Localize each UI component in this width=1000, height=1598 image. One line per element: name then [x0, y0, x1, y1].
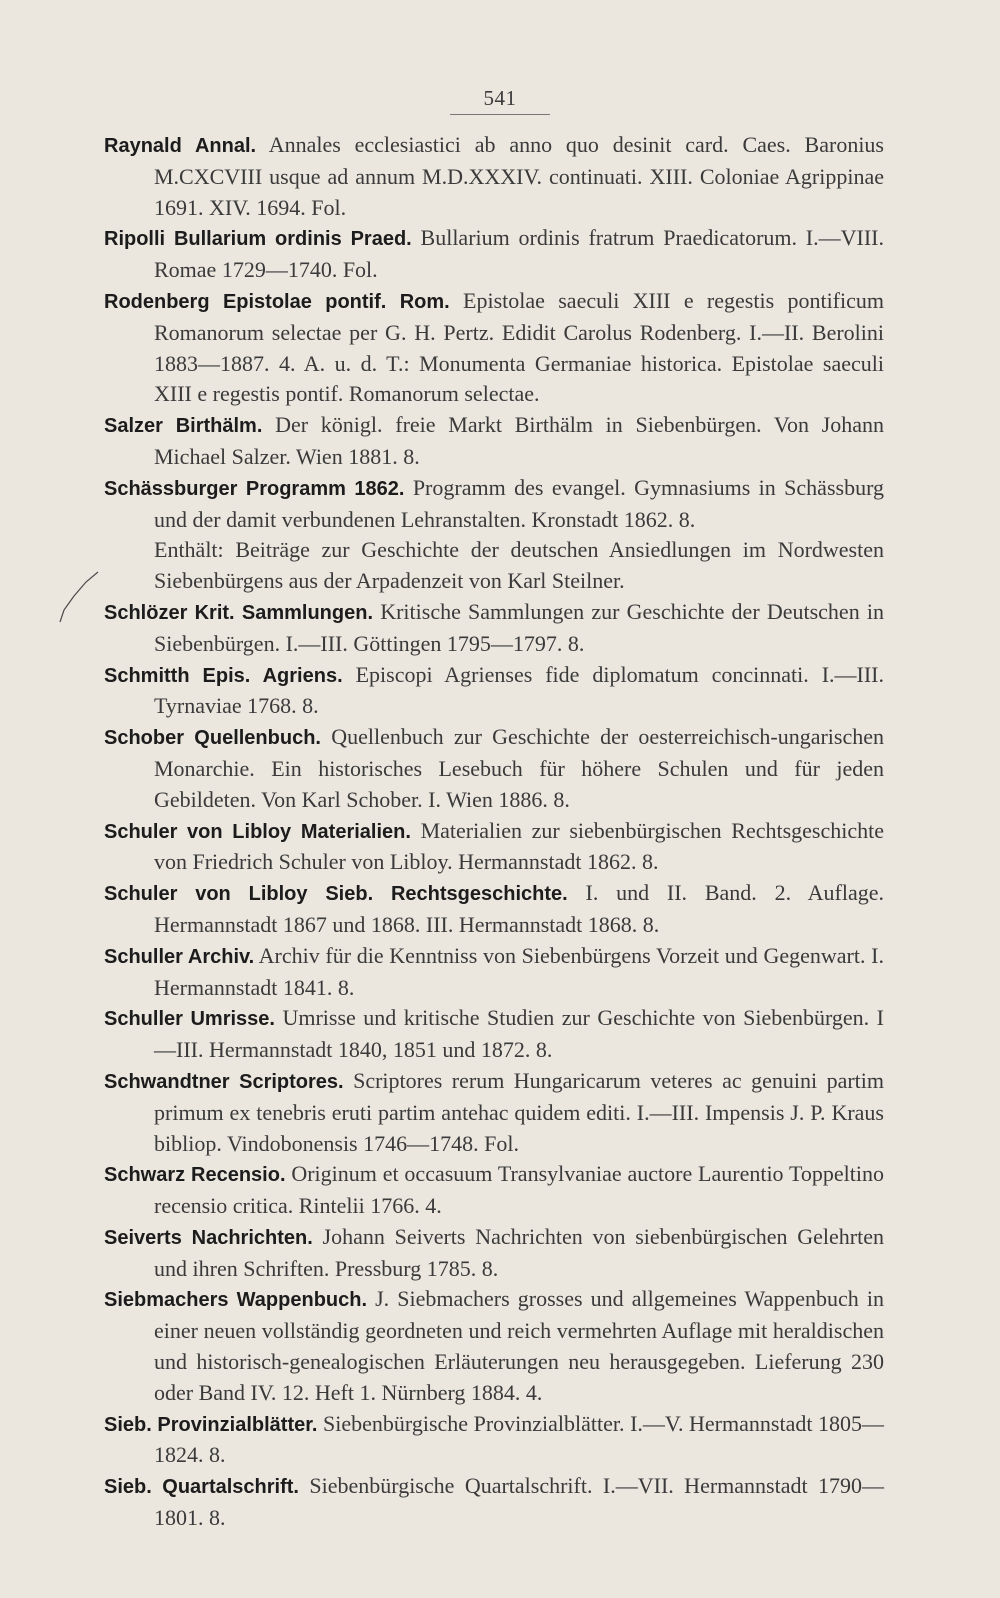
entry-text: Episcopi Agrienses fide diplomatum concinnati. I.—III. Tyrnaviae 1768. 8. — [154, 661, 885, 719]
entry-key: Schuler von Libloy Sieb. Rechtsgeschichte. — [104, 883, 568, 906]
entry-key: Schuler von Libloy Materialien. — [104, 820, 411, 843]
entry-key: Ripolli Bullarium ordinis Praed. — [104, 228, 412, 251]
bibliography-entry — [104, 130, 884, 223]
entry-key: Schässburger Programm 1862. — [104, 477, 405, 500]
pencil-margin-mark — [46, 566, 106, 636]
bibliography-entry — [104, 410, 884, 473]
bibliography-entry — [104, 1159, 884, 1222]
entry-text: Siebenbürgische Quartalschrift. I.—VII. Hermannstadt 1790—1801. 8. — [154, 1473, 884, 1531]
entry-text: Archiv für die Kenntniss von Siebenbürgens Vorzeit und Gegenwart. I. Hermannstadt 1841. 8. — [154, 942, 884, 1000]
entry-note: Enthält: Beiträge zur Geschichte der deutschen Ansiedlungen im Nordwesten Siebenbürgens aus der Arpadenzeit von Karl Steilner. — [154, 537, 884, 594]
bibliography-entry — [104, 878, 884, 941]
entry-text: I. und II. Band. 2. Auflage. Hermannstadt 1867 und 1868. III. Hermannstadt 1868. 8. — [154, 880, 884, 937]
page-number: 541 — [483, 86, 517, 110]
entry-text: Bullarium ordinis fratrum Praedicatorum. I.—VIII. Romae 1729—1740. Fol. — [154, 225, 884, 283]
entry-key: Siebmachers Wappenbuch. — [104, 1289, 368, 1312]
bibliography-entry — [104, 941, 884, 1004]
bibliography-entry — [104, 722, 884, 815]
entry-key: Schwarz Recensio. — [104, 1164, 286, 1187]
entry-key: Schmitth Epis. Agriens. — [104, 664, 343, 687]
entry-text: J. Siebmachers grosses und allgemeines Wappenbuch in einer neuen vollständig geordneten und reich vermehrten Auflage mit heraldischen und historisch-genealogischen Erläuterungen neu herausgegeben. Lieferung 230 oder Band IV. 12. Heft 1. Nürnberg 1884. 4. — [154, 1286, 884, 1405]
bibliography-entry — [104, 597, 884, 660]
entry-key: Schwandtner Scriptores. — [104, 1070, 344, 1093]
entry-text: Johann Seiverts Nachrichten von siebenbürgischen Gelehrten und ihren Schriften. Pressburg 1785. 8. — [154, 1223, 885, 1281]
bibliography-entry — [104, 1003, 884, 1066]
bibliography-entry — [104, 816, 884, 879]
bibliography-entry — [104, 660, 884, 723]
entry-text: Siebenbürgische Provinzialblätter. I.—V. Hermannstadt 1805—1824. 8. — [154, 1410, 885, 1468]
entry-key: Sieb. Quartalschrift. — [104, 1476, 299, 1499]
entry-text: Scriptores rerum Hungaricarum veteres ac genuini partim primum ex tenebris eruti partim antehac quidem editi. I.—III. Impensis J. P. Kraus bibliop. Vindobonensis 1746—1748. Fol. — [154, 1067, 885, 1156]
entry-text: Originum et occasuum Transylvaniae auctore Laurentio Toppeltino recensio critica. Rintelii 1766. 4. — [154, 1161, 884, 1219]
bibliography-entry — [104, 1471, 884, 1534]
entry-key: Schober Quellenbuch. — [104, 727, 321, 750]
entry-text: Der königl. freie Markt Birthälm in Siebenbürgen. Von Johann Michael Salzer. Wien 1881. 8. — [154, 412, 884, 469]
page-number-rule — [450, 114, 550, 115]
entry-key: Schuller Umrisse. — [104, 1008, 275, 1031]
bibliography-entry — [104, 223, 884, 286]
entry-text: Epistolae saeculi XIII e regestis pontificum Romanorum selectae per G. H. Pertz. Edidit Carolus Rodenberg. I.—II. Berolini 1883—1887. 4. A. u. d. T.: Monumenta Germaniae historica. Epistolae saeculi XIII e regestis pontif. Romanorum selectae. — [154, 287, 884, 407]
entry-key: Sieb. Provinzialblätter. — [104, 1413, 318, 1436]
entry-key: Raynald Annal. — [104, 135, 257, 157]
bibliography-list — [104, 130, 884, 1534]
entry-text: Programm des evangel. Gymnasiums in Schässburg und der damit verbundenen Lehranstalten. Kronstadt 1862. 8. — [154, 474, 884, 532]
entry-key: Schuller Archiv. — [104, 945, 255, 968]
bibliography-entry — [104, 286, 884, 410]
entry-key: Salzer Birthälm. — [104, 415, 263, 438]
bibliography-entry — [104, 1409, 884, 1472]
entry-text: Annales ecclesiastici ab anno quo desinit card. Caes. Baronius M.CXCVIII usque ad annum M.D.XXXIV. continuati. XIII. Coloniae Agrippinae 1691. XIV. 1694. Fol. — [154, 132, 884, 220]
bibliography-entry — [104, 1222, 884, 1285]
entry-key: Seiverts Nachrichten. — [104, 1226, 313, 1249]
bibliography-entry — [104, 1284, 884, 1408]
entry-key: Rodenberg Epistolae pontif. Rom. — [104, 290, 450, 313]
entry-text: Umrisse und kritische Studien zur Geschichte von Siebenbürgen. I—III. Hermannstadt 1840, 1851 und 1872. 8. — [154, 1005, 884, 1063]
entry-key: Schlözer Krit. Sammlungen. — [104, 601, 373, 624]
entry-text: Materialien zur siebenbürgischen Rechtsgeschichte von Friedrich Schuler von Libloy. Hermannstadt 1862. 8. — [154, 817, 885, 875]
entry-text: Kritische Sammlungen zur Geschichte der Deutschen in Siebenbürgen. I.—III. Göttingen 1795—1797. 8. — [154, 598, 885, 656]
bibliography-entry — [104, 1066, 884, 1159]
entry-text: Quellenbuch zur Geschichte der oesterreichisch-ungarischen Monarchie. Ein historisches Lesebuch für höhere Schulen und für jeden Gebildeten. Von Karl Schober. I. Wien 1886. 8. — [154, 724, 884, 812]
bibliography-entry — [104, 473, 884, 597]
